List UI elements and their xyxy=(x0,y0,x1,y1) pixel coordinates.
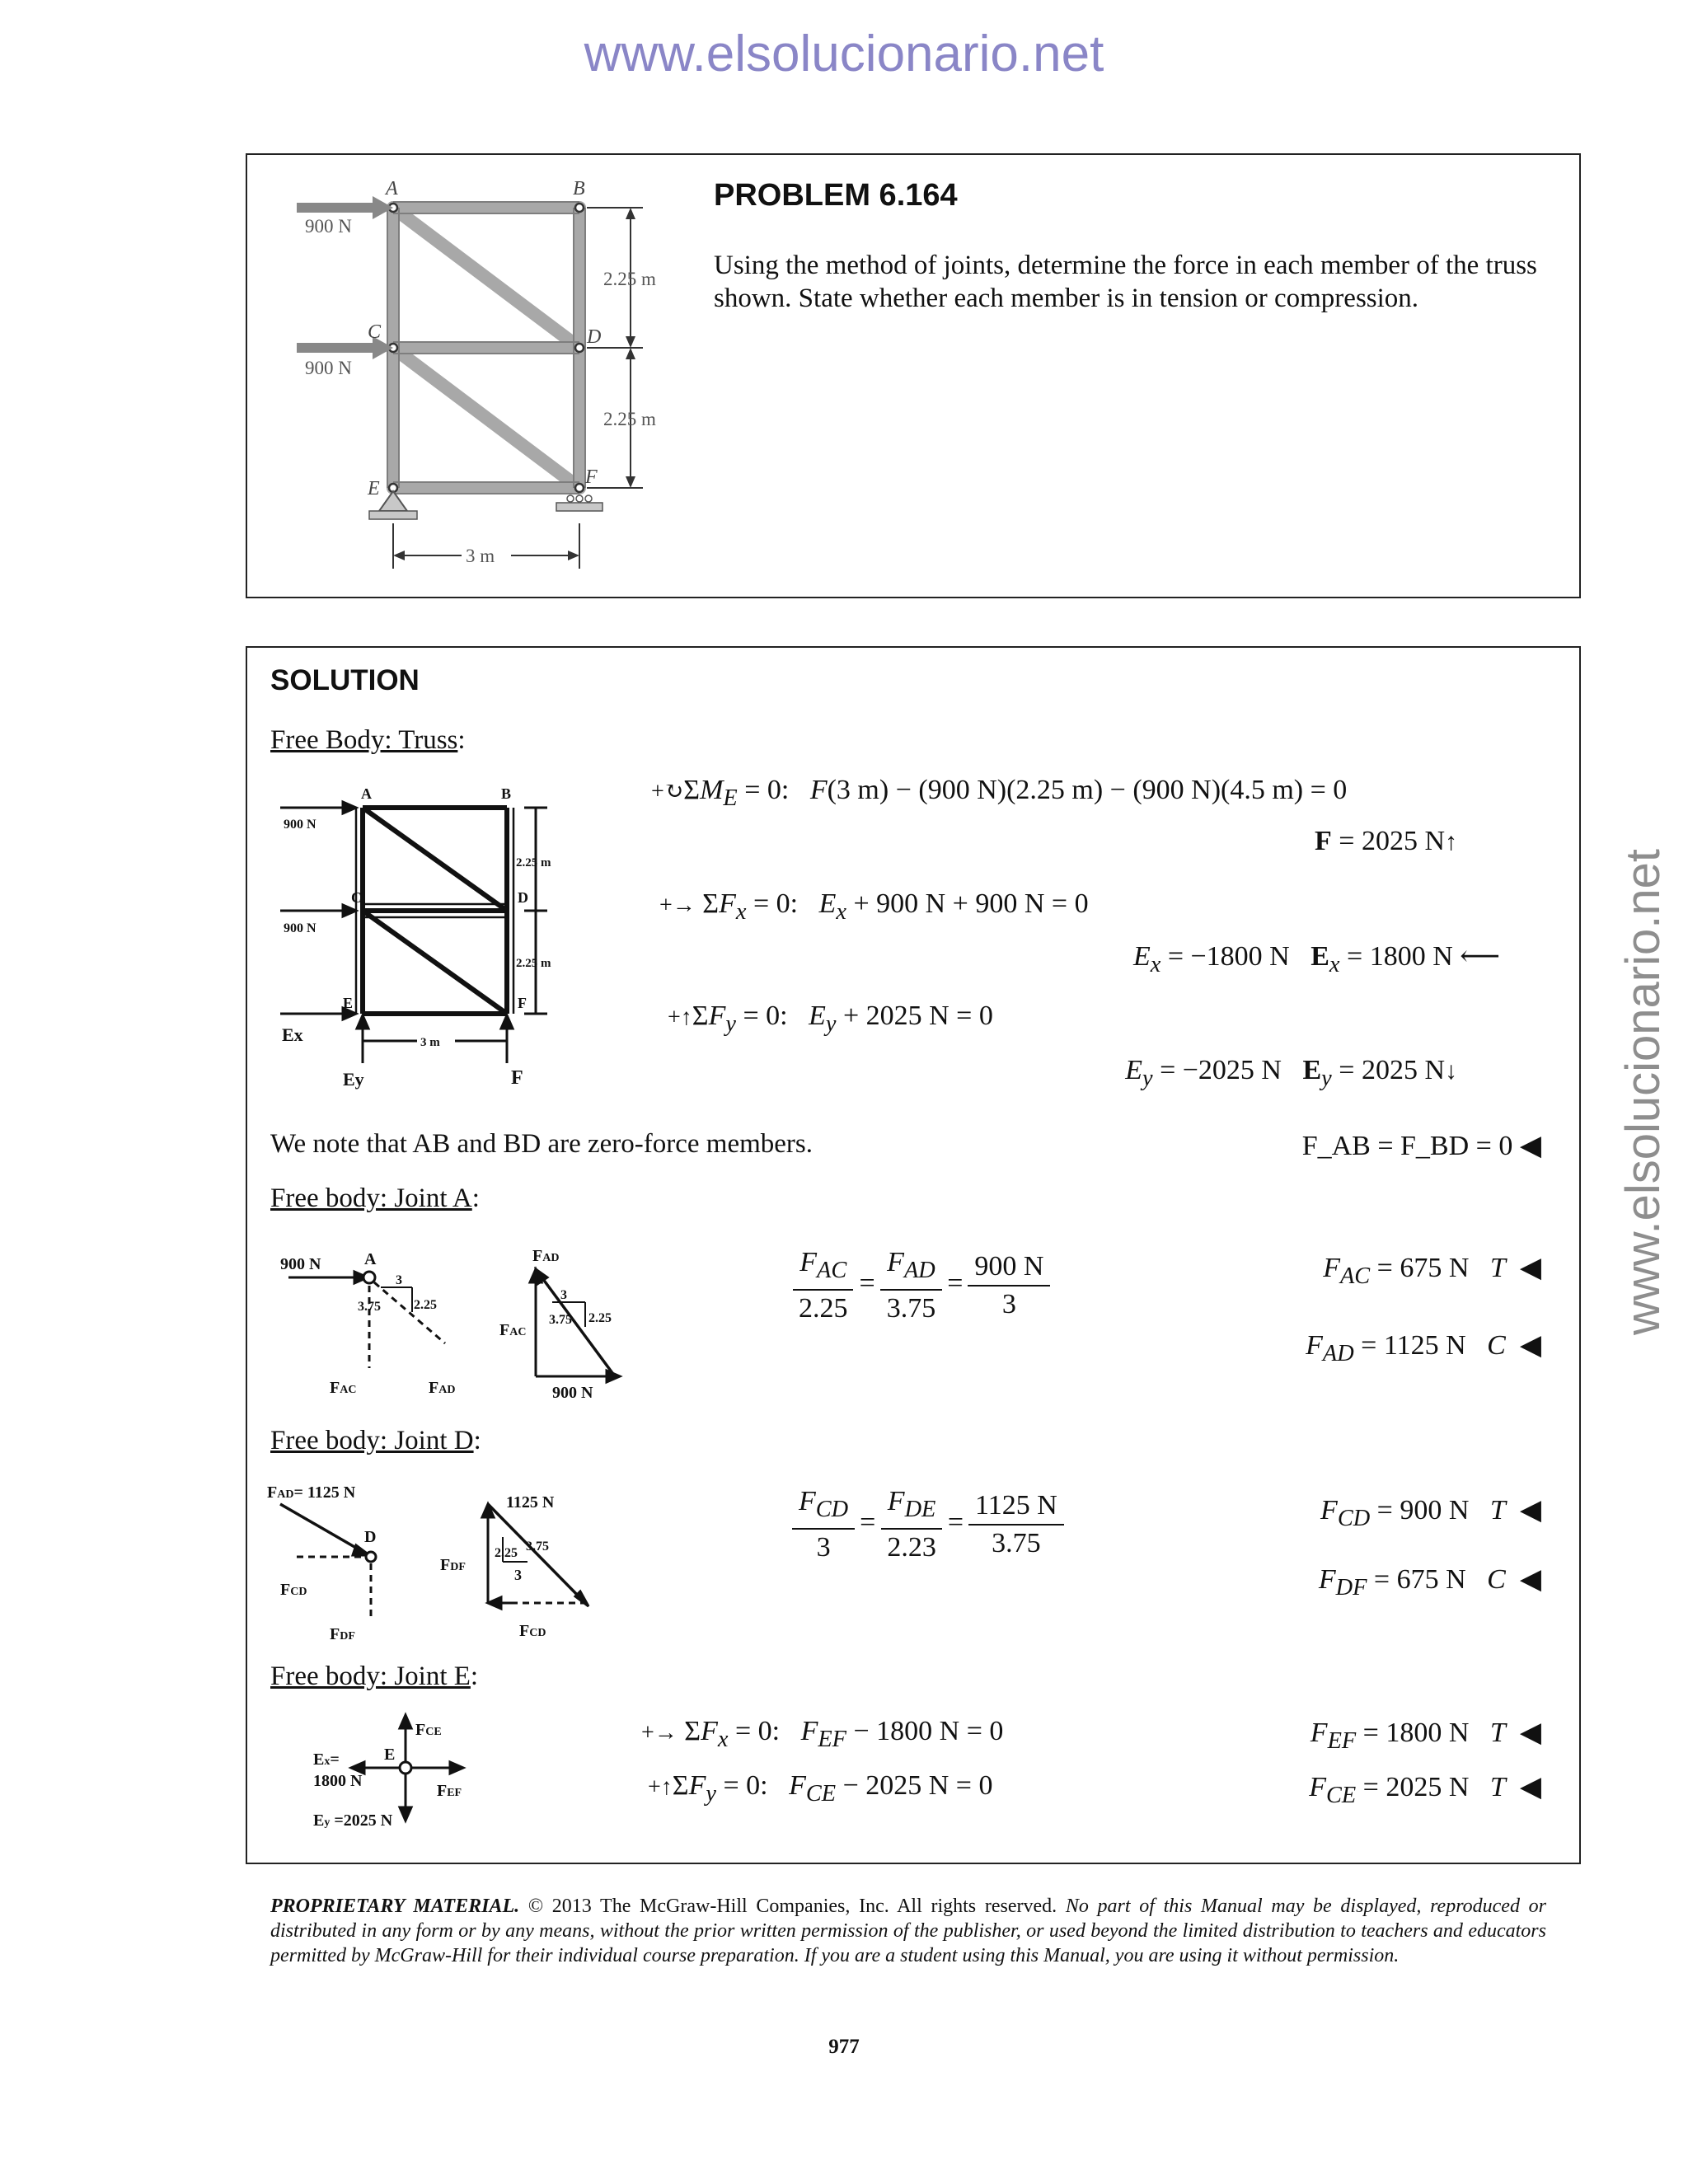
truss-sketch xyxy=(272,779,585,1100)
joint-a-sketch xyxy=(272,1236,659,1401)
sketch-dim-width: 3 m xyxy=(420,1036,440,1049)
label-b: B xyxy=(573,178,585,199)
label-a: A xyxy=(386,178,398,199)
svg-text:2.25: 2.25 xyxy=(414,1298,437,1312)
joint-e-sketch xyxy=(305,1710,519,1842)
eq-moment-e: $+↻\Sigma M_E = 0$: F(3 m) − (900 N)(2.25 m) − (900 N)(4.5 m) = 0 xyxy=(651,775,1348,811)
result-fcd: $F_{CD} = 900$ N T ◀ xyxy=(1320,1495,1541,1531)
svg-text:FEF: FEF xyxy=(437,1782,462,1800)
svg-text:FCE: FCE xyxy=(415,1721,442,1739)
result-f: F = 2025 N↑ xyxy=(1314,826,1457,856)
fb-joint-e-heading: Free body: Joint E: xyxy=(270,1661,479,1691)
svg-text:900 N: 900 N xyxy=(552,1384,593,1401)
problem-title: PROBLEM 6.164 xyxy=(714,178,958,213)
svg-text:B: B xyxy=(501,785,512,802)
sketch-load-c: 900 N xyxy=(284,921,316,935)
dim-lower: 2.25 m xyxy=(603,409,656,429)
svg-text:3: 3 xyxy=(396,1273,402,1287)
eq-joint-d: $\frac{F_{CD}}{3}$ = $\frac{F_{DE}}{2.23}$ = $\frac{1125 N}{3.75}$ xyxy=(787,1483,1069,1566)
sketch-f: F xyxy=(511,1067,523,1089)
svg-text:2.25: 2.25 xyxy=(495,1546,518,1560)
sketch-load-a: 900 N xyxy=(284,818,316,832)
svg-text:FAC: FAC xyxy=(499,1321,527,1339)
svg-text:D: D xyxy=(518,889,528,906)
load-c-label: 900 N xyxy=(305,358,352,378)
result-fac: $F_{AC} = 675$ N T ◀ xyxy=(1323,1253,1541,1289)
watermark-top: www.elsolucionario.net xyxy=(584,26,1104,82)
svg-text:3.75: 3.75 xyxy=(549,1313,572,1327)
sketch-ex: Ex xyxy=(282,1024,303,1045)
svg-text:A: A xyxy=(364,1250,377,1268)
eq-sum-fx-e: +→ $\Sigma F_x = 0$: $F_{EF} - 1800$ N = 0 xyxy=(641,1716,1004,1752)
dim-upper: 2.25 m xyxy=(603,269,656,289)
problem-text: Using the method of joints, determine the force in each member of the truss shown. State whether each member is in tension or compression. xyxy=(714,251,1537,313)
svg-text:3: 3 xyxy=(514,1567,522,1583)
svg-text:2.25: 2.25 xyxy=(588,1311,612,1325)
svg-text:FDF: FDF xyxy=(440,1556,466,1574)
joint-e-ex: 1800 N xyxy=(313,1772,363,1790)
label-e: E xyxy=(368,478,380,499)
svg-text:E: E xyxy=(384,1746,396,1764)
svg-text:FAD= 1125 N: FAD= 1125 N xyxy=(267,1483,356,1502)
svg-text:FDF: FDF xyxy=(330,1625,355,1643)
sketch-dim-upper: 2.25 m xyxy=(516,856,551,869)
label-f: F xyxy=(585,466,598,488)
joint-e-ey: 2025 N xyxy=(343,1811,393,1830)
svg-text:3: 3 xyxy=(560,1288,567,1302)
result-ex: $E_x = -1800$ N $E_x = 1800$ N ⟵ xyxy=(1132,941,1500,977)
load-a-label: 900 N xyxy=(305,216,352,237)
svg-text:FCD: FCD xyxy=(280,1581,307,1599)
svg-text:3.75: 3.75 xyxy=(526,1540,549,1554)
dim-width: 3 m xyxy=(466,546,495,566)
solution-title: SOLUTION xyxy=(270,664,420,696)
svg-text:F: F xyxy=(518,995,527,1011)
result-fad: $F_{AD} = 1125$ N C ◀ xyxy=(1306,1330,1541,1366)
svg-text:3.75: 3.75 xyxy=(358,1300,381,1314)
footer-notice: PROPRIETARY MATERIAL. © 2013 The McGraw-Hill Companies, Inc. All rights reserved. No part of this Manual may be displayed, reproduced or distributed in any form or by any means, without the prior written permission of the publisher, or used beyond the limited distribution to teachers and educators permitted by McGraw-Hill for their individual course preparation. If you are a student using this Manual, you are using it without permission. xyxy=(270,1896,1546,1966)
svg-text:E: E xyxy=(343,995,354,1011)
svg-text:A: A xyxy=(361,785,372,802)
sketch-ey: Ey xyxy=(343,1069,364,1090)
svg-text:Ey =2025 N: Ey =2025 N xyxy=(313,1811,393,1830)
sketch-dim-lower: 2.25 m xyxy=(516,957,551,970)
fb-joint-d-heading: Free body: Joint D: xyxy=(270,1426,481,1455)
result-fef: $F_{EF} = 1800$ N T ◀ xyxy=(1310,1718,1541,1754)
svg-text:FAD: FAD xyxy=(532,1247,560,1265)
page-number: 977 xyxy=(828,2036,860,2058)
watermark-side: www.elsolucionario.net xyxy=(1616,849,1670,1335)
fb-truss-heading: Free Body: Truss: xyxy=(270,725,466,755)
eq-sum-fx-truss: +→ $\Sigma F_x = 0$: $E_x + 900$ N + 900 N = 0 xyxy=(659,888,1089,925)
label-c: C xyxy=(368,321,382,343)
eq-joint-a: $\frac{F_{AC}}{2.25}$ = $\frac{F_{AD}}{3.75}$ = $\frac{900 N}{3}$ xyxy=(787,1244,1055,1327)
svg-text:FAC: FAC xyxy=(330,1379,357,1397)
result-fdf: $F_{DF} = 675$ N C ◀ xyxy=(1318,1564,1541,1601)
svg-text:FCD: FCD xyxy=(519,1622,546,1640)
zero-force-note: We note that AB and BD are zero-force members. xyxy=(270,1129,814,1159)
result-ey: $E_y = -2025$ N $E_y = 2025$ N↓ xyxy=(1125,1055,1457,1091)
label-d: D xyxy=(587,326,602,348)
eq-sum-fy-e: $+↑\Sigma F_y = 0$: $F_{CE} - 2025$ N = 0 xyxy=(648,1770,993,1807)
zero-force-result: F_AB = F_BD = 0 ◀ xyxy=(1301,1131,1541,1161)
eq-sum-fy-truss: $+↑\Sigma F_y = 0$: $E_y + 2025$ N = 0 xyxy=(668,1001,993,1037)
joint-d-load: 1125 N xyxy=(506,1493,555,1511)
joint-a-load: 900 N xyxy=(280,1255,321,1273)
result-fce: $F_{CE} = 2025$ N T ◀ xyxy=(1309,1772,1541,1808)
svg-text:Ex=: Ex= xyxy=(313,1750,340,1769)
joint-d-sketch xyxy=(264,1479,610,1652)
svg-text:D: D xyxy=(364,1528,377,1546)
svg-text:FAD: FAD xyxy=(429,1379,456,1397)
fb-joint-a-heading: Free body: Joint A: xyxy=(270,1183,480,1213)
truss-figure xyxy=(297,173,692,577)
svg-text:C: C xyxy=(351,889,362,906)
